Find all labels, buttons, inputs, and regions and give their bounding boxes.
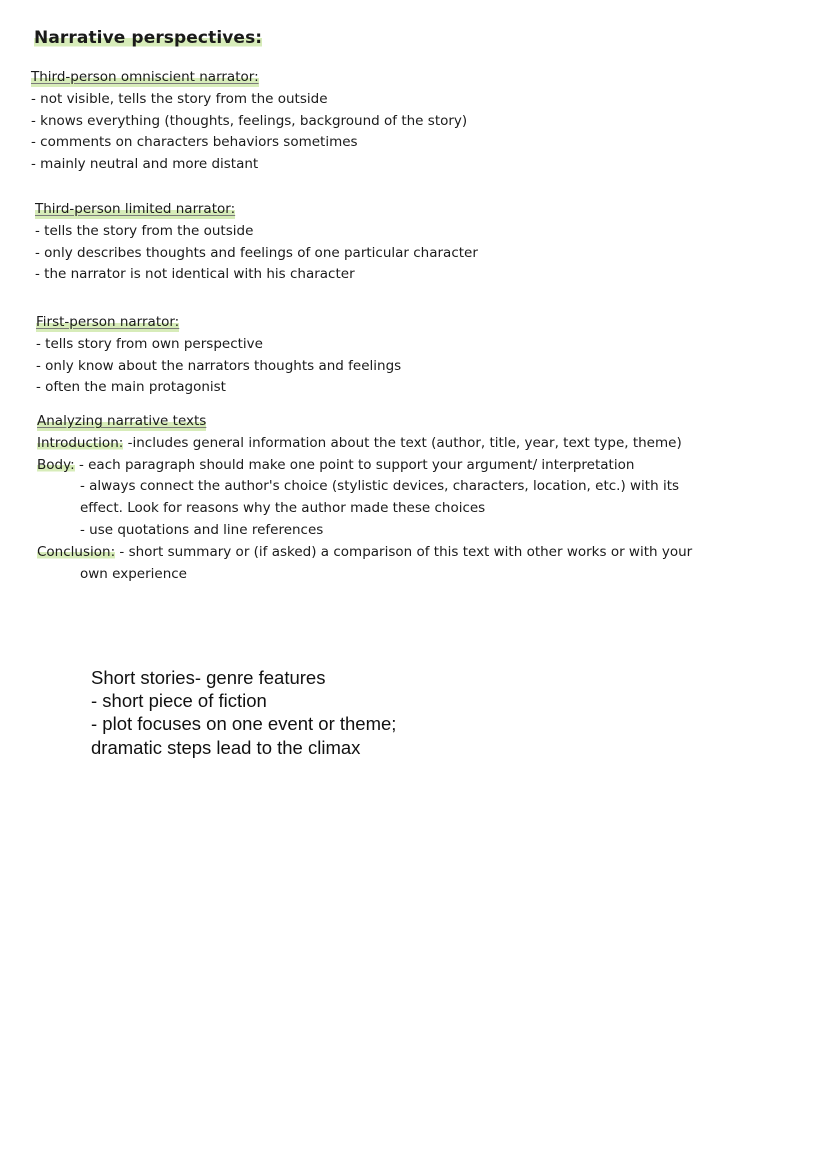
list-item: - mainly neutral and more distant — [31, 156, 259, 173]
first-person-narrator-section — [36, 312, 401, 399]
omniscient-narrator-section — [31, 67, 467, 176]
list-item: - not visible, tells the story from the outside — [31, 90, 328, 107]
list-item: - only know about the narrators thoughts and feelings — [36, 357, 402, 374]
body-detail-line: - always connect the author's choice (stylistic devices, characters, location, etc.) with its — [80, 478, 680, 495]
analyzing-heading: Analyzing narrative texts — [37, 411, 206, 433]
conclusion-line — [37, 542, 692, 564]
list-item: - knows everything (thoughts, feelings, background of the story) — [31, 112, 468, 129]
body-detail-line: - use quotations and line references — [80, 521, 324, 538]
body-label: Body: — [37, 456, 75, 473]
body-line — [37, 455, 692, 477]
limited-heading: Third-person limited narrator: — [35, 199, 235, 221]
introduction-label: Introduction: — [37, 434, 124, 451]
list-item: - only describes thoughts and feelings of one particular character — [35, 244, 478, 261]
introduction-text: -includes general information about the text (author, title, year, text type, theme) — [123, 434, 682, 451]
short-stories-line: - short piece of fiction — [91, 690, 267, 712]
list-item: - tells the story from the outside — [35, 222, 254, 239]
page-title — [34, 28, 262, 48]
page-title-text: Narrative perspectives: — [34, 28, 263, 48]
conclusion-detail-line: own experience — [80, 565, 187, 582]
conclusion-label: Conclusion: — [37, 543, 116, 560]
short-stories-line: Short stories- genre features — [91, 667, 326, 688]
first-person-heading: First-person narrator: — [36, 312, 179, 334]
omniscient-heading: Third-person omniscient narrator: — [31, 67, 259, 89]
body-detail-line: effect. Look for reasons why the author made these choices — [80, 500, 486, 517]
short-stories-line: dramatic steps lead to the climax — [91, 736, 361, 758]
list-item: - tells story from own perspective — [36, 335, 263, 352]
analyzing-texts-section — [37, 411, 692, 585]
introduction-line — [37, 433, 692, 455]
conclusion-text: - short summary or (if asked) a comparison of this text with other works or with your — [115, 543, 693, 560]
list-item: - comments on characters behaviors sometimes — [31, 134, 358, 151]
short-stories-line: - plot focuses on one event or theme; — [91, 713, 397, 735]
list-item: - often the main protagonist — [36, 379, 226, 396]
list-item: - the narrator is not identical with his character — [35, 266, 355, 283]
body-text: - each paragraph should make one point to support your argument/ interpretation — [74, 456, 635, 473]
limited-narrator-section — [35, 199, 478, 286]
short-stories-block — [91, 666, 396, 759]
